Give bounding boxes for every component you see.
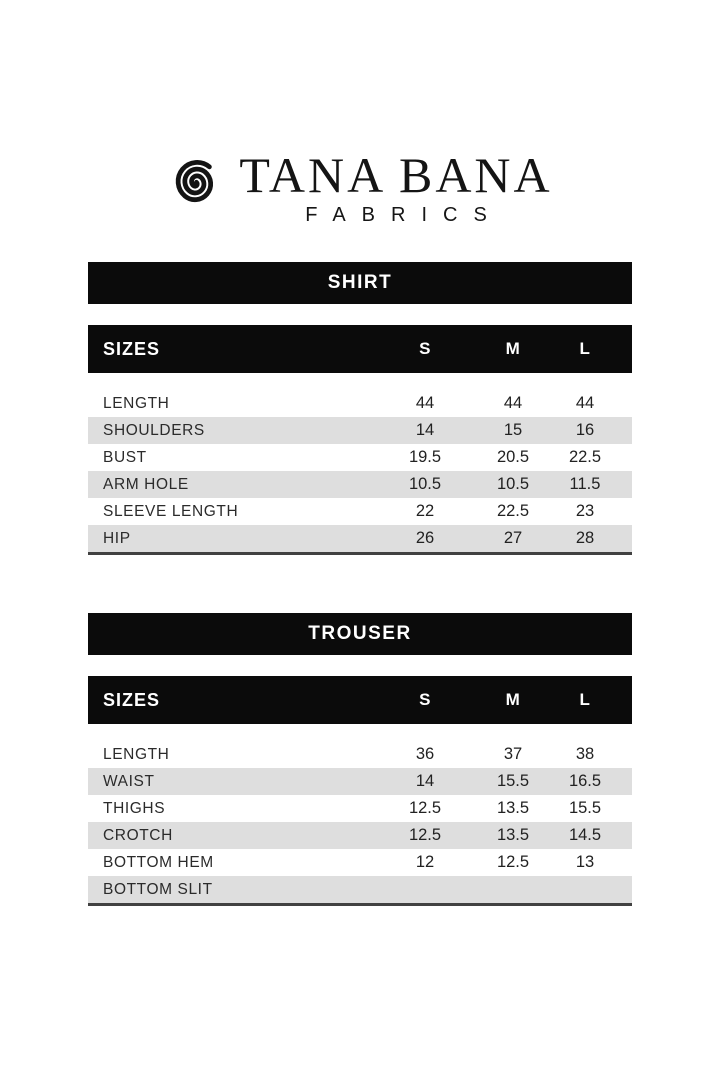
trouser-sizes-header <box>88 676 632 724</box>
row-value-m: 15 <box>503 421 523 439</box>
row-value-s: 12.5 <box>408 799 442 817</box>
row-value-l: 44 <box>575 394 595 412</box>
row-value-m: 13.5 <box>496 826 530 844</box>
row-label: LENGTH <box>103 745 170 763</box>
shirt-section <box>88 262 632 555</box>
brand-subtitle: FABRICS <box>305 204 503 226</box>
table-row <box>88 768 632 795</box>
row-label: LENGTH <box>103 394 170 412</box>
row-label: SHOULDERS <box>103 421 205 439</box>
table-row <box>88 444 632 471</box>
table-row <box>88 525 632 552</box>
row-value-m: 37 <box>503 745 523 763</box>
trouser-table <box>88 741 632 906</box>
row-label: WAIST <box>103 772 155 790</box>
row-value-s: 22 <box>415 502 435 520</box>
row-value-m: 10.5 <box>496 475 530 493</box>
shirt-sizes-header <box>88 325 632 373</box>
shirt-table <box>88 390 632 555</box>
row-value-l: 23 <box>575 502 595 520</box>
column-header-s: S <box>419 339 431 358</box>
table-row <box>88 795 632 822</box>
row-value-m: 20.5 <box>496 448 530 466</box>
spiral-icon <box>167 156 223 212</box>
row-value-l: 15.5 <box>568 799 602 817</box>
column-header-l: L <box>579 339 591 358</box>
row-value-s: 44 <box>415 394 435 412</box>
row-value-l: 38 <box>575 745 595 763</box>
row-value-s: 12.5 <box>408 826 442 844</box>
column-header-s: S <box>419 690 431 709</box>
sizes-header-label: SIZES <box>103 338 161 359</box>
row-label: BOTTOM HEM <box>103 853 214 871</box>
table-row <box>88 876 632 903</box>
row-value-m: 27 <box>503 529 523 547</box>
row-value-m: 22.5 <box>496 502 530 520</box>
row-value-s: 12 <box>415 853 435 871</box>
row-value-m: 12.5 <box>496 853 530 871</box>
row-value-s: 10.5 <box>408 475 442 493</box>
row-label: CROTCH <box>103 826 173 844</box>
brand-logo <box>0 0 720 225</box>
row-label: THIGHS <box>103 799 166 817</box>
row-label: ARM HOLE <box>103 475 189 493</box>
row-value-s: 14 <box>415 772 435 790</box>
row-label: HIP <box>103 529 131 547</box>
table-row <box>88 822 632 849</box>
row-label: BOTTOM SLIT <box>103 880 213 898</box>
row-value-l: 14.5 <box>568 826 602 844</box>
row-value-s: 19.5 <box>408 448 442 466</box>
table-row <box>88 390 632 417</box>
row-value-m: 44 <box>503 394 523 412</box>
table-row <box>88 471 632 498</box>
column-header-m: M <box>505 339 521 358</box>
brand-text <box>239 147 553 226</box>
column-header-l: L <box>579 690 591 709</box>
row-value-l: 16.5 <box>568 772 602 790</box>
row-value-l: 11.5 <box>569 475 601 493</box>
sizes-header-label: SIZES <box>103 689 161 710</box>
trouser-section-title: TROUSER <box>88 613 632 655</box>
row-value-l: 22.5 <box>568 448 602 466</box>
row-label: BUST <box>103 448 147 466</box>
shirt-section-title: SHIRT <box>88 262 632 304</box>
row-value-s: 26 <box>415 529 435 547</box>
table-row <box>88 498 632 525</box>
row-value-l: 13 <box>575 853 595 871</box>
trouser-section <box>88 613 632 906</box>
table-row <box>88 417 632 444</box>
row-label: SLEEVE LENGTH <box>103 502 239 520</box>
row-value-m: 15.5 <box>496 772 530 790</box>
column-header-m: M <box>505 690 521 709</box>
row-value-s: 14 <box>415 421 435 439</box>
row-value-l: 28 <box>575 529 595 547</box>
brand-name: TANA BANA <box>239 147 553 203</box>
table-row <box>88 849 632 876</box>
row-value-l: 16 <box>575 421 595 439</box>
table-row <box>88 741 632 768</box>
row-value-m: 13.5 <box>496 799 530 817</box>
row-value-s: 36 <box>415 745 435 763</box>
